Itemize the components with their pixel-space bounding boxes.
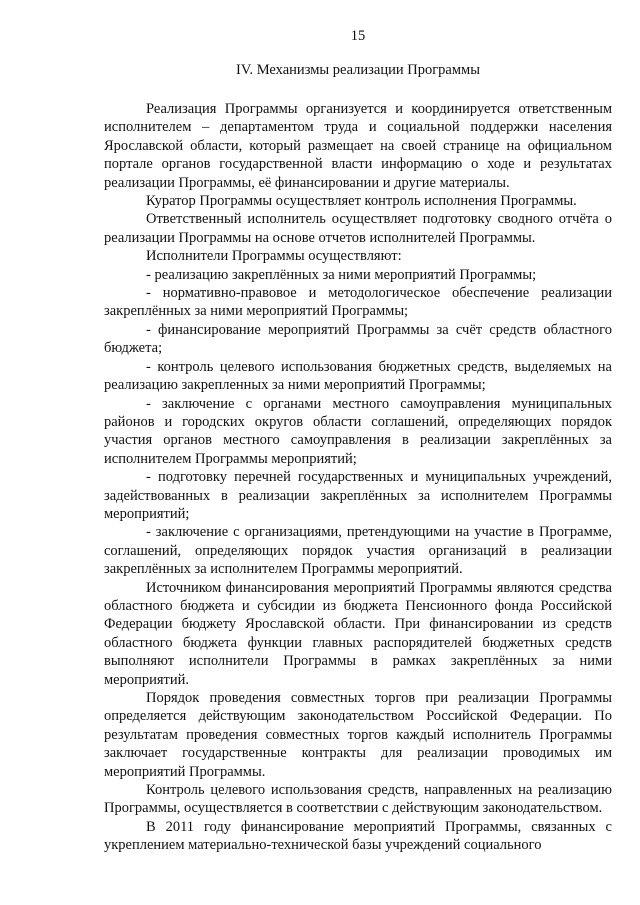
list-item: - реализацию закреплённых за ними мероприятий Программы; [146, 266, 537, 283]
page-number: 15 [350, 28, 366, 44]
list-item: - подготовку перечней государственных и муниципальных учреждений, задействованных в реализации закреплённых за исполнителем Программы мероприятий; [104, 469, 612, 522]
section-title: IV. Механизмы реализации Программы [236, 62, 480, 78]
paragraph: Куратор Программы осуществляет контроль исполнения Программы. [146, 193, 577, 210]
paragraph: Ответственный исполнитель осуществляет подготовку сводного отчёта о реализации Программы на основе отчетов исполнителей Программы. [104, 211, 612, 246]
paragraph: Порядок проведения совместных торгов при реализации Программы определяется действующим законодательством Российской Федерации. По результатам проведения совместных торгов каждый исполнитель Программы заключает государственные контракты для реализации проводимых им мероприятий Программы. [104, 690, 612, 780]
paragraph: Исполнители Программы осуществляют: [146, 248, 402, 265]
list-item: - нормативно-правовое и методологическое обеспечение реализации закреплённых за ними мероприятий Программы; [104, 285, 612, 320]
body-text [104, 100, 612, 855]
list-item: - заключение с органами местного самоуправления муниципальных районов и городских округов области соглашений, определяющих порядок участия органов местного самоуправления в реализации закреплённых за исполнителем Программы мероприятий; [104, 395, 612, 467]
paragraph: Реализация Программы организуется и координируется ответственным исполнителем – департаментом труда и социальной поддержки населения Ярославской области, который размещает на своей странице на официальном портале органов государственной власти информацию о ходе и результатах реализации Программы, её финансировании и другие материалы. [104, 101, 612, 191]
paragraph: Контроль целевого использования средств, направленных на реализацию Программы, осуществляется в соответствии с действующим законодательством. [104, 782, 612, 817]
document-page [104, 26, 612, 855]
paragraph: Источником финансирования мероприятий Программы являются средства областного бюджета и субсидии из бюджета Пенсионного фонда Российской Федерации бюджету Ярославской области. При финансировании из средств областного бюджета функции главных распорядителей бюджетных средств выполняют исполнители Программы в рамках закреплённых за ними мероприятий. [104, 579, 612, 688]
list-item: - финансирование мероприятий Программы за счёт средств областного бюджета; [104, 321, 612, 357]
list-item: - заключение с организациями, претендующими на участие в Программе, соглашений, определяющих порядок участия организаций в реализации закреплённых за исполнителем Программы мероприятий. [104, 524, 612, 578]
paragraph: В 2011 году финансирование мероприятий Программы, связанных с укреплением материально-технической базы учреждений социального [104, 818, 612, 854]
list-item: - контроль целевого использования бюджетных средств, выделяемых на реализацию закрепленных за ними мероприятий Программы; [104, 358, 612, 394]
